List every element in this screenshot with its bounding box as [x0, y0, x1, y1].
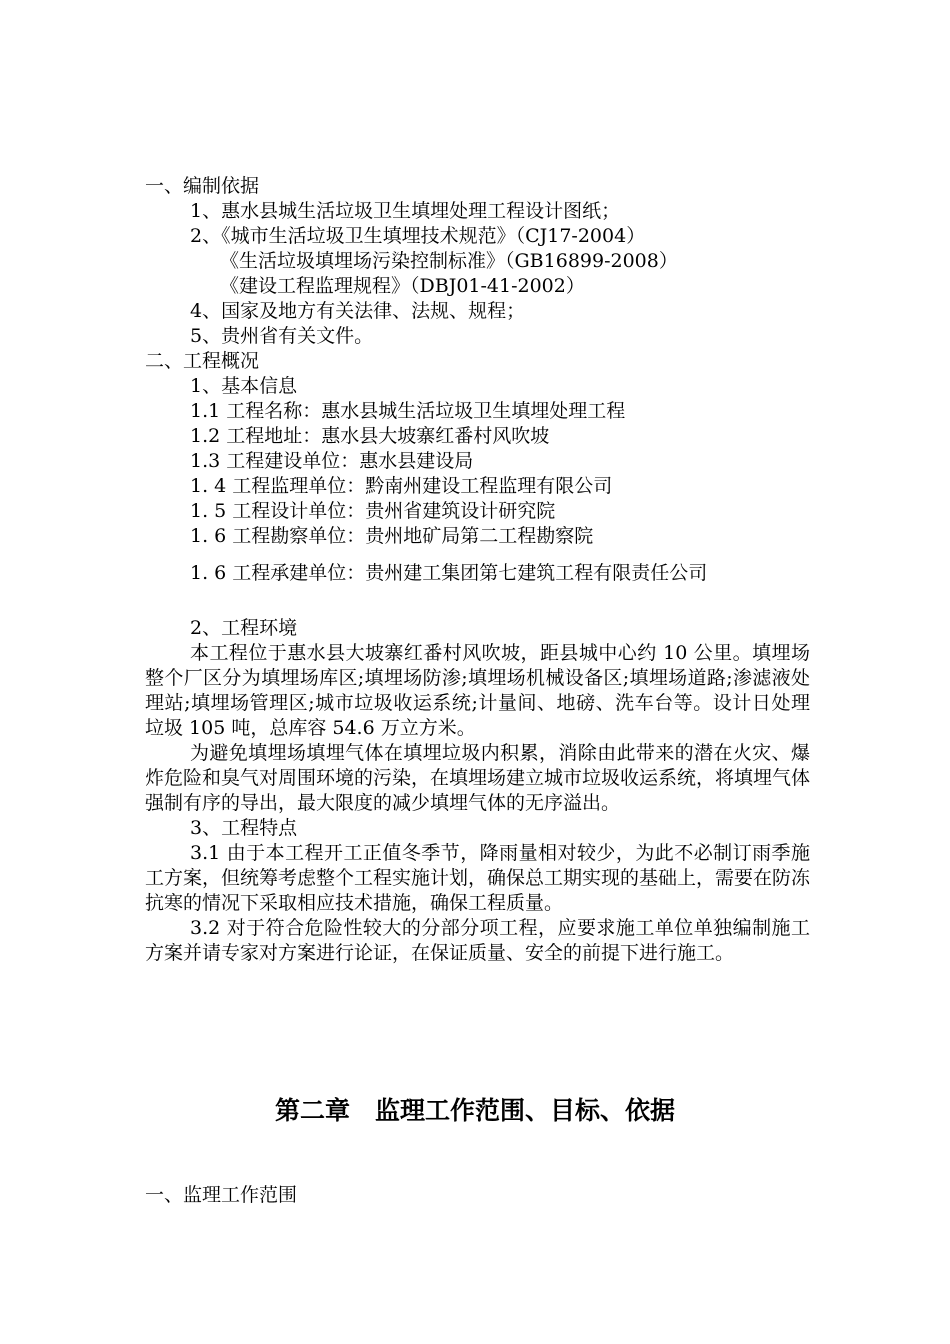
spacer [145, 549, 810, 561]
environment-paragraph-1: 本工程位于惠水县大坡寨红番村风吹坡，距县城中心约 10 公里。填埋场整个厂区分为填埋场库区;填埋场防渗;填埋场机械设备区;填埋场道路;渗滤液处理站;填埋场管理区;城市垃圾收运系统;计量间、地磅、洗车台等。设计日处理垃圾 105 吨，总库容 54.6 万立方米。 [145, 642, 810, 739]
basis-item-2: 2、《城市生活垃圾卫生填埋技术规范》（CJ17-2004） [190, 225, 646, 247]
spacer [145, 586, 810, 616]
section-heading-compilation-basis: 一、编制依据 [145, 175, 260, 197]
section-heading-project-overview: 二、工程概况 [145, 350, 260, 372]
subsection-heading-basic-info: 1、基本信息 [190, 375, 298, 397]
basis-sub-item-1: 《生活垃圾填埋场污染控制标准》（GB16899-2008） [220, 250, 678, 272]
basic-info-designer: 1. 5 工程设计单位：贵州省建筑设计研究院 [190, 500, 556, 522]
basis-item-4: 4、国家及地方有关法律、法规、规程； [190, 300, 526, 322]
basic-info-surveyor: 1. 6 工程勘察单位：贵州地矿局第二工程勘察院 [190, 525, 594, 547]
subsection-heading-environment: 2、工程环境 [190, 617, 298, 639]
basic-info-name: 1.1 工程名称：惠水县城生活垃圾卫生填埋处理工程 [190, 400, 626, 422]
basis-item-1: 1、惠水县城生活垃圾卫生填埋处理工程设计图纸； [190, 200, 621, 222]
basic-info-contractor: 1. 6 工程承建单位：贵州建工集团第七建筑工程有限责任公司 [190, 562, 708, 584]
section-heading-supervision-scope: 一、监理工作范围 [145, 1184, 298, 1206]
basic-info-address: 1.2 工程地址：惠水县大坡寨红番村风吹坡 [190, 425, 550, 447]
features-paragraph-1: 3.1 由于本工程开工正值冬季节，降雨量相对较少，为此不必制订雨季施工方案，但统筹考虑整个工程实施计划，确保总工期实现的基础上，需要在防冻抗寒的情况下采取相应技术措施，确保工程质量。 [145, 842, 811, 914]
chapter-title: 第二章 监理工作范围、目标、依据 [274, 1096, 675, 1125]
document-body [145, 174, 810, 966]
subsection-heading-features: 3、工程特点 [190, 817, 298, 839]
basis-sub-item-2: 《建设工程监理规程》（DBJ01-41-2002） [220, 275, 585, 297]
features-paragraph-2: 3.2 对于符合危险性较大的分部分项工程，应要求施工单位单独编制施工方案并请专家对方案进行论证，在保证质量、安全的前提下进行施工。 [145, 917, 810, 964]
environment-paragraph-2: 为避免填埋场填埋气体在填埋垃圾内积累，消除由此带来的潜在火灾、爆炸危险和臭气对周围环境的污染，在填埋场建立城市垃圾收运系统，将填埋气体强制有序的导出，最大限度的减少填埋气体的无序溢出。 [145, 742, 811, 814]
basic-info-supervisor: 1. 4 工程监理单位：黔南州建设工程监理有限公司 [190, 475, 613, 497]
basic-info-owner: 1.3 工程建设单位：惠水县建设局 [190, 450, 474, 472]
basis-item-5: 5、贵州省有关文件。 [190, 325, 374, 347]
